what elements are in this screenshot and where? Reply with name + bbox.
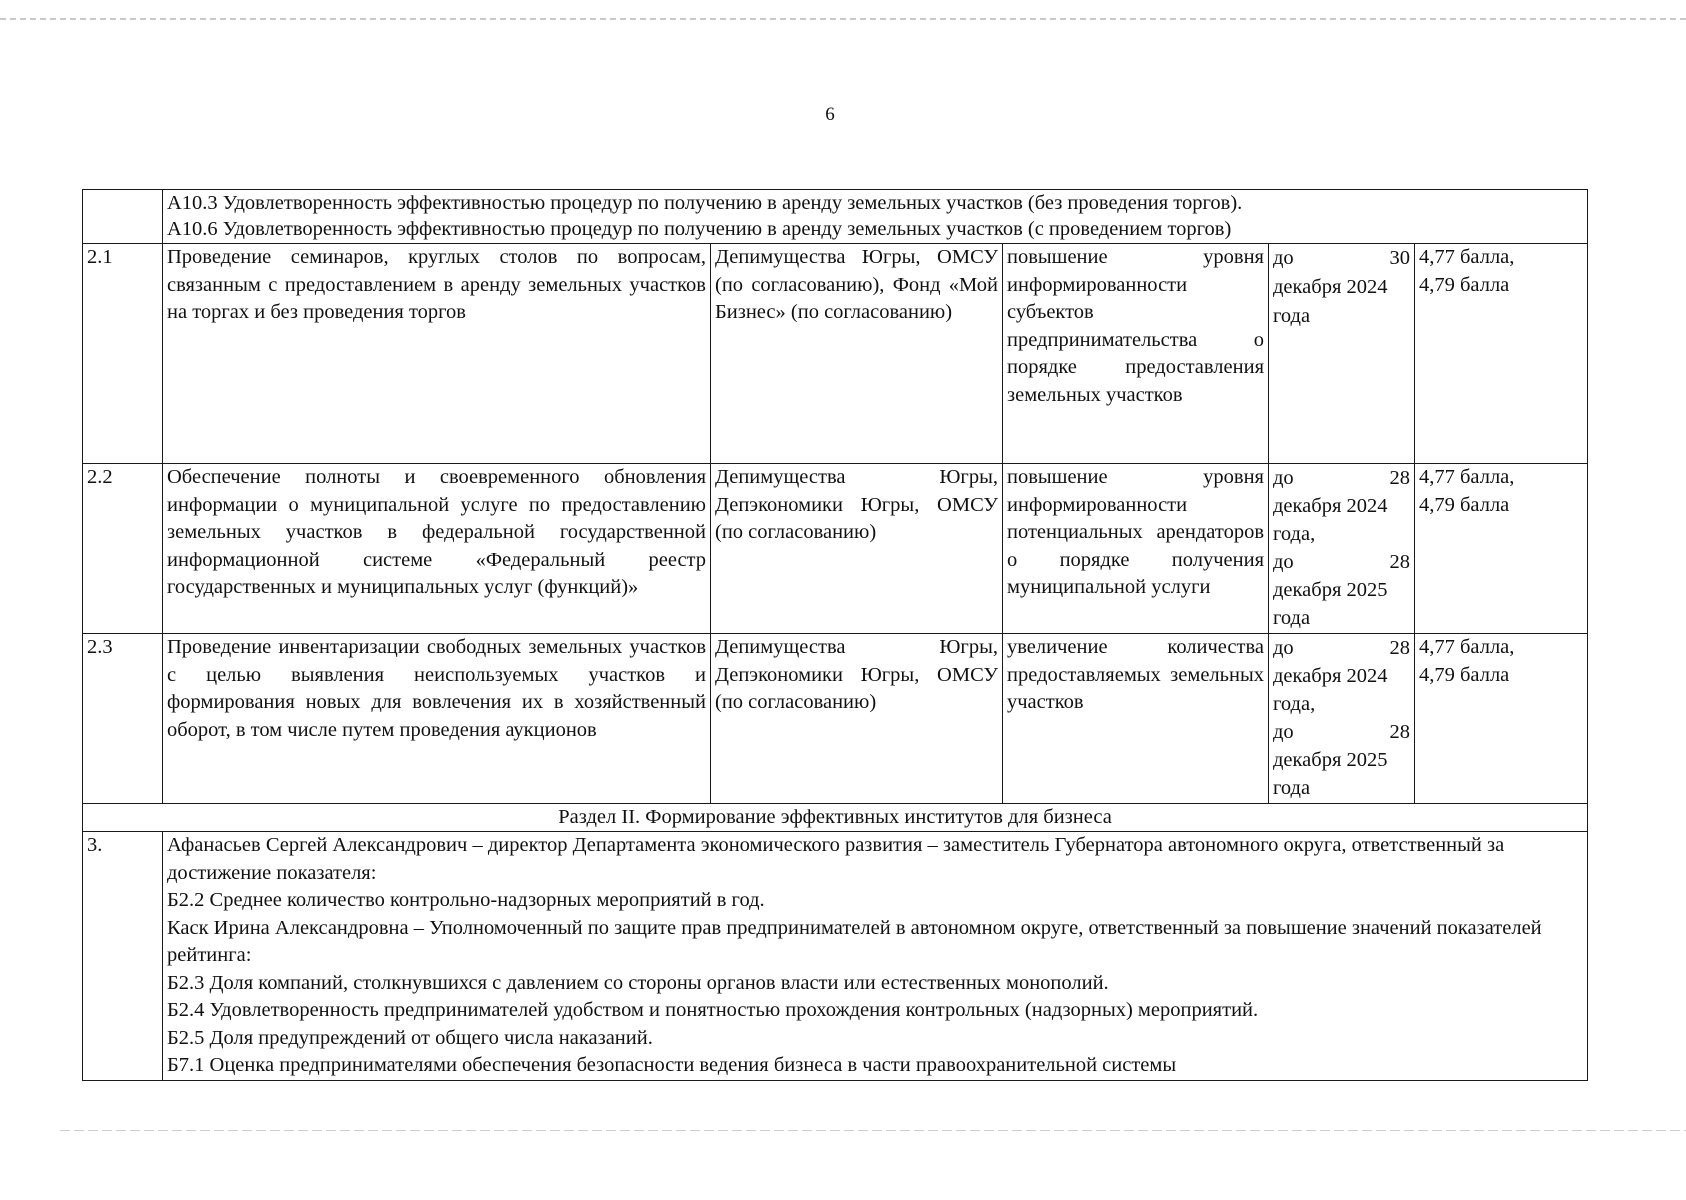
row-result: увеличение количества предоставляемых земельных участков <box>1003 634 1269 804</box>
scan-edge-top <box>0 18 1686 20</box>
responsible-person-2: Каск Ирина Александровна – Уполномоченный по защите прав предпринимателей в автономном округе, ответственный за повышение значений показателей рейтинга: <box>167 916 1542 966</box>
indicator-b2-3: Б2.3 Доля компаний, столкнувшихся с давлением со стороны органов власти или естественных монополий. <box>167 971 1109 994</box>
row-number: 2.1 <box>83 244 163 464</box>
row-measure: Проведение инвентаризации свободных земельных участков с целью выявления неиспользуемых участков и формирования новых для вовлечения их в хозяйственный оборот, в том числе путем проведения аукционов <box>163 634 711 804</box>
row-number: 2.3 <box>83 634 163 804</box>
row-result: повышение уровня информированности потенциальных арендаторов о порядке получения муниципальной услуги <box>1003 464 1269 634</box>
row-deadline: до 28 декабря 2024 года, до 28 декабря 2025 года <box>1269 634 1415 804</box>
row-number: 2.2 <box>83 464 163 634</box>
indicator-b2-5: Б2.5 Доля предупреждений от общего числа наказаний. <box>167 1026 653 1049</box>
row-deadline: до 30 декабря 2024 года <box>1269 244 1415 464</box>
row-result: повышение уровня информированности субъектов предпринимательства о порядке предоставления земельных участков <box>1003 244 1269 464</box>
indicator-a10-3: А10.3 Удовлетворенность эффективностью процедур по получению в аренду земельных участков (без проведения торгов). <box>167 192 1243 214</box>
section-title: Раздел II. Формирование эффективных институтов для бизнеса <box>83 804 1588 832</box>
row-number: 3. <box>83 832 163 1081</box>
row-value: 4,77 балла, 4,79 балла <box>1415 634 1588 804</box>
indicator-b2-2: Б2.2 Среднее количество контрольно-надзорных мероприятий в год. <box>167 889 765 911</box>
header-indicators-cell <box>163 190 1588 244</box>
header-row <box>83 190 1588 244</box>
measures-table <box>82 189 1588 1081</box>
row3-indicators-cell <box>163 832 1588 1081</box>
indicator-a10-6: А10.6 Удовлетворенность эффективностью процедур по получению в аренду земельных участков (с проведением торгов) <box>167 218 1232 240</box>
page-number: 6 <box>825 104 835 125</box>
section-row <box>83 804 1588 832</box>
row-measure: Обеспечение полноты и своевременного обновления информации о муниципальной услуге по предоставлению земельных участков в федеральной государственной информационной системе «Федеральный реестр государственных и муниципальных услуг (функций)» <box>163 464 711 634</box>
row-executors: Депимущества Югры, Депэкономики Югры, ОМСУ (по согласованию) <box>711 634 1003 804</box>
row-executors: Депимущества Югры, Депэкономики Югры, ОМСУ (по согласованию) <box>711 464 1003 634</box>
row-value: 4,77 балла, 4,79 балла <box>1415 464 1588 634</box>
row-executors: Депимущества Югры, ОМСУ (по согласованию), Фонд «Мой Бизнес» (по согласованию) <box>711 244 1003 464</box>
table-row <box>83 464 1588 634</box>
row-value: 4,77 балла, 4,79 балла <box>1415 244 1588 464</box>
table-row <box>83 634 1588 804</box>
responsible-person-1: Афанасьев Сергей Александрович – директор Департамента экономического развития – заместитель Губернатора автономного округа, ответственный за достижение показателя: <box>167 834 1505 884</box>
row-deadline: до 28 декабря 2024 года, до 28 декабря 2025 года <box>1269 464 1415 634</box>
table-row <box>83 832 1588 1081</box>
scan-edge-bottom <box>60 1130 1686 1131</box>
indicator-b7-1: Б7.1 Оценка предпринимателями обеспечения безопасности ведения бизнеса в части правоохранительной системы <box>167 1054 1177 1076</box>
indicator-b2-4: Б2.4 Удовлетворенность предпринимателей удобством и понятностью прохождения контрольных (надзорных) мероприятий. <box>167 999 1259 1021</box>
table-row <box>83 244 1588 464</box>
row-measure: Проведение семинаров, круглых столов по вопросам, связанным с предоставлением в аренду земельных участков на торгах и без проведения торгов <box>163 244 711 464</box>
header-num-cell <box>83 190 163 244</box>
